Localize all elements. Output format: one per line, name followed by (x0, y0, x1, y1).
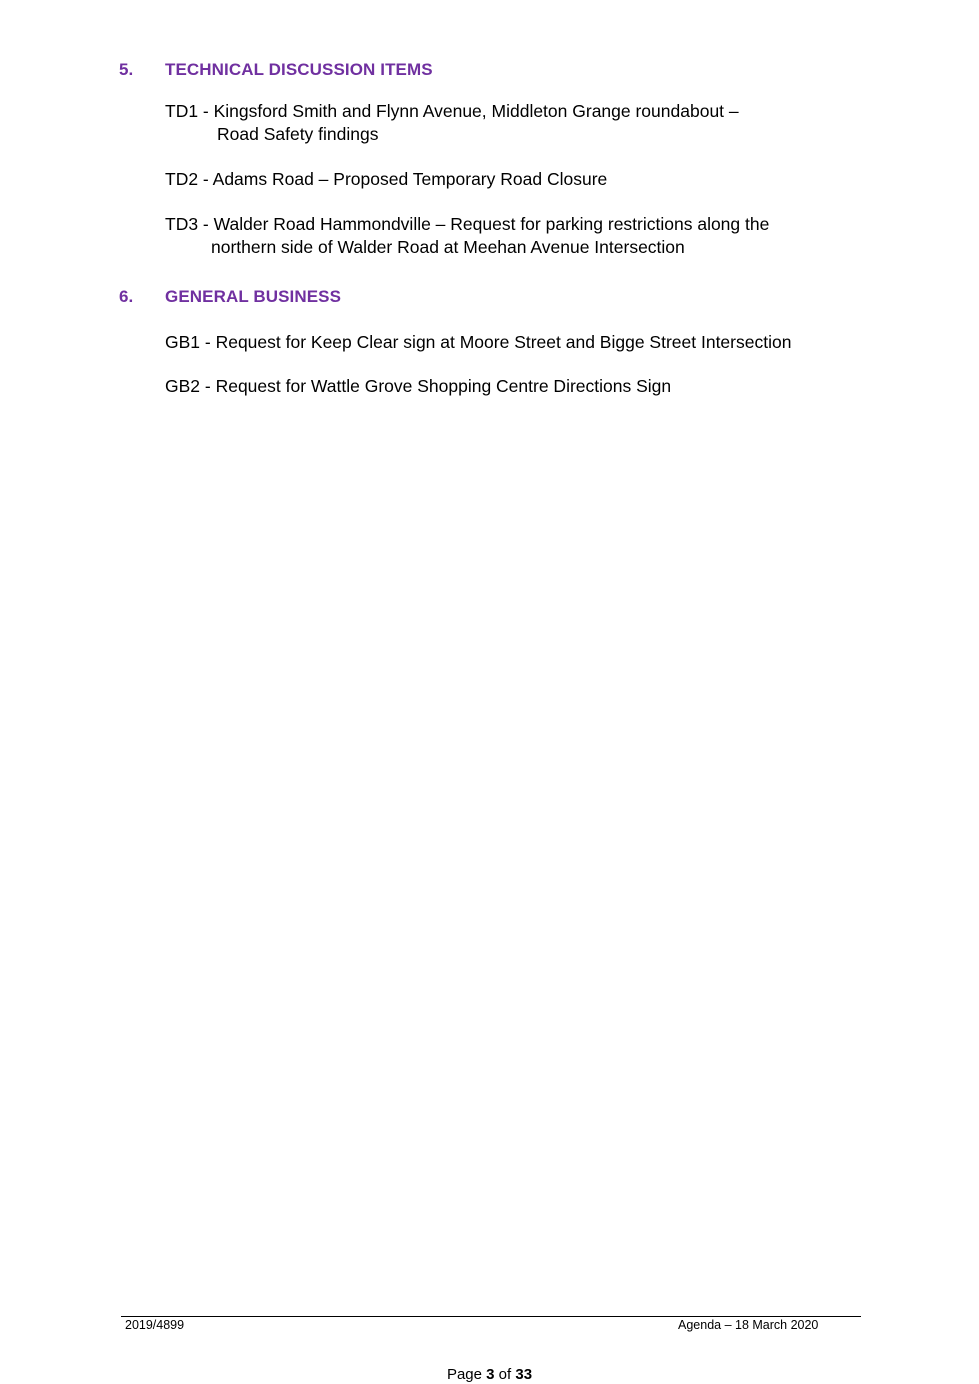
list-item-gb2 (165, 375, 671, 398)
list-item-td2 (165, 168, 607, 191)
item-line: TD1 - Kingsford Smith and Flynn Avenue, Middleton Grange roundabout – (165, 101, 739, 121)
list-item-gb1 (165, 331, 791, 354)
page-of: of (498, 1366, 512, 1383)
document-reference: 2019/4899 (125, 1318, 185, 1332)
page-prefix: Page (446, 1366, 482, 1383)
section-title: TECHNICAL DISCUSSION ITEMS (165, 60, 433, 79)
section-number: 5. (119, 60, 134, 79)
item-line: TD3 - Walder Road Hammondville – Request for parking restrictions along the (165, 214, 770, 234)
section-number: 6. (119, 287, 134, 306)
agenda-date: Agenda – 18 March 2020 (678, 1318, 819, 1332)
item-line: TD2 - Adams Road – Proposed Temporary Road Closure (165, 169, 608, 189)
list-item-td3 (165, 213, 769, 259)
page-current: 3 (486, 1366, 495, 1383)
page-number (0, 1366, 979, 1383)
item-line-continued: Road Safety findings (217, 124, 379, 144)
item-line: GB2 - Request for Wattle Grove Shopping Centre Directions Sign (165, 376, 672, 396)
item-line: GB1 - Request for Keep Clear sign at Moore Street and Bigge Street Intersection (165, 332, 792, 352)
list-item-td1 (165, 100, 739, 146)
section-title: GENERAL BUSINESS (165, 287, 342, 306)
page-total: 33 (515, 1366, 533, 1383)
footer-divider (121, 1316, 861, 1317)
item-line-continued: northern side of Walder Road at Meehan Avenue Intersection (211, 237, 685, 257)
